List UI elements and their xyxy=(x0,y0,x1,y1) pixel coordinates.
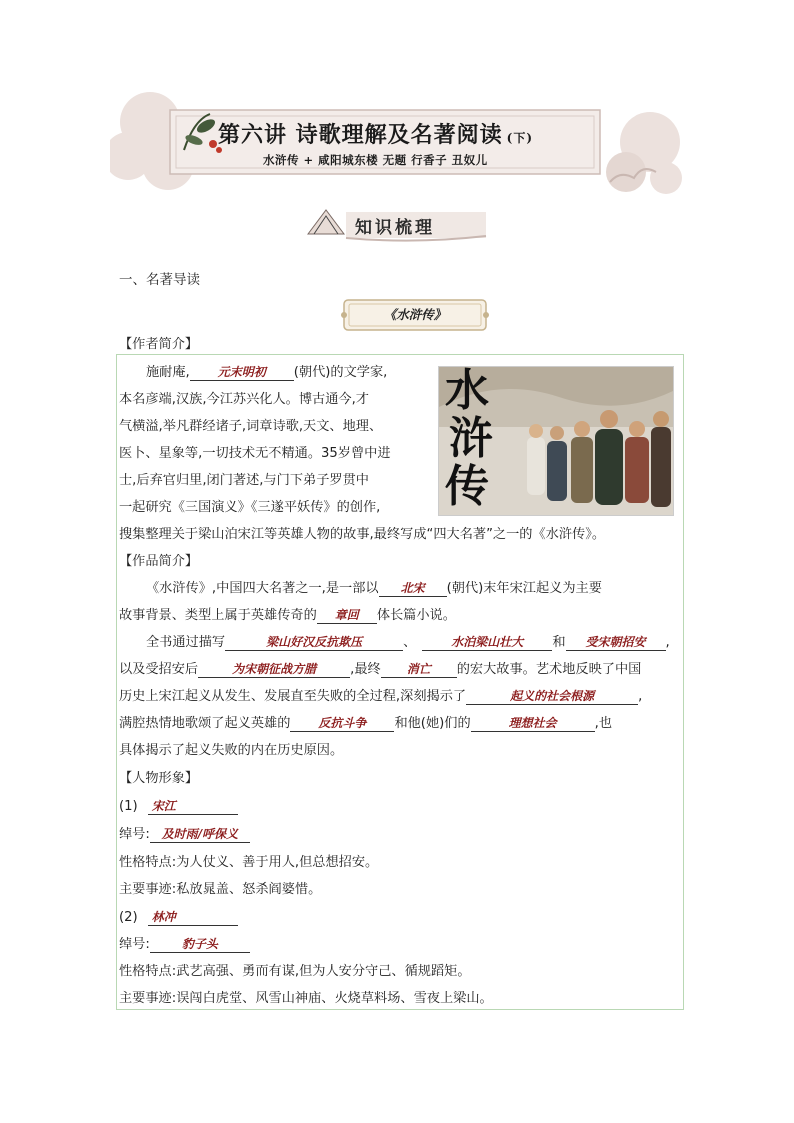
author-text: (朝代)的文学家, xyxy=(293,365,388,380)
author-line-6: 一起研究《三国演义》《三遂平妖传》的创作, xyxy=(119,500,381,515)
work-text: 和他(她)们的 xyxy=(394,716,471,731)
answer-blank: 为宋朝征战方腊 xyxy=(198,662,350,678)
author-text: 施耐庵, xyxy=(146,365,190,380)
section-heading: 一、名著导读 xyxy=(119,272,200,288)
author-line-2: 本名彦端,汉族,今江苏兴化人。博古通今,才 xyxy=(119,392,369,407)
page-title-suffix: (下) xyxy=(506,131,534,145)
answer-blank: 反抗斗争 xyxy=(290,716,394,732)
author-line-3: 气横溢,举凡群经诸子,词章诗歌,天文、地理、 xyxy=(119,419,383,434)
work-text: 满腔热情地歌颂了起义英雄的 xyxy=(119,716,291,731)
book-image-char-3: 传 xyxy=(445,461,489,512)
work-text: 和 xyxy=(552,635,566,650)
answer-blank: 受宋朝招安 xyxy=(566,635,666,651)
answer-blank: 元末明初 xyxy=(190,365,294,381)
work-text: 、 xyxy=(403,635,417,650)
page-title xyxy=(218,118,533,149)
book-cover-image xyxy=(438,366,674,516)
work-heading: 【作品简介】 xyxy=(119,554,199,569)
work-text: , xyxy=(665,635,670,650)
character-2-name-line xyxy=(119,909,238,927)
author-heading: 【作者简介】 xyxy=(119,337,199,352)
work-text: 全书通过描写 xyxy=(146,635,226,650)
work-text: , xyxy=(638,689,643,704)
book-title: 《水浒传》 xyxy=(383,307,447,322)
answer-blank: 及时雨/呼保义 xyxy=(150,827,250,843)
work-line-6 xyxy=(119,715,612,733)
work-text: ,最终 xyxy=(350,662,381,677)
answer-blank: 豹子头 xyxy=(150,937,250,953)
author-line-5: 士,后弃官归里,闭门著述,与门下弟子罗贯中 xyxy=(119,473,369,488)
character-1-trait: 性格特点:为人仗义、善于用人,但总想招安。 xyxy=(119,855,379,870)
nickname-label: 绰号: xyxy=(119,937,150,952)
character-number: (1) xyxy=(119,799,138,814)
work-text: 体长篇小说。 xyxy=(376,608,456,623)
answer-blank: 宋江 xyxy=(148,799,238,815)
answer-blank: 起义的社会根源 xyxy=(466,689,638,705)
answer-blank: 梁山好汉反抗欺压 xyxy=(225,635,403,651)
characters-heading: 【人物形象】 xyxy=(119,771,199,786)
work-line-5 xyxy=(119,688,642,706)
answer-blank: 消亡 xyxy=(381,662,457,678)
character-2-nickname-line xyxy=(119,936,250,954)
character-2-trait: 性格特点:武艺高强、勇而有谋,但为人安分守己、循规蹈矩。 xyxy=(119,964,471,979)
book-image-char-2: 浒 xyxy=(449,413,493,464)
work-text: 以及受招安后 xyxy=(119,662,199,677)
character-2-deeds: 主要事迹:误闯白虎堂、风雪山神庙、火烧草料场、雪夜上梁山。 xyxy=(119,991,493,1006)
answer-blank: 水泊梁山壮大 xyxy=(422,635,552,651)
character-1-nickname-line xyxy=(119,826,250,844)
work-line-4 xyxy=(119,661,641,679)
answer-blank: 理想社会 xyxy=(471,716,595,732)
answer-blank: 章回 xyxy=(317,608,377,624)
work-text: 《水浒传》,中国四大名著之一,是一部以 xyxy=(146,581,379,596)
section-tag-text: 知识梳理 xyxy=(355,218,435,238)
author-line-4: 医卜、星象等,一切技术无不精通。35岁曾中进 xyxy=(119,446,391,461)
work-line-2 xyxy=(119,607,456,625)
character-number: (2) xyxy=(119,910,138,925)
author-line-1 xyxy=(146,364,387,382)
character-1-deeds: 主要事迹:私放晁盖、怒杀阎婆惜。 xyxy=(119,882,322,897)
page-subtitle: 水浒传 + 咸阳城东楼 无题 行香子 丑奴儿 xyxy=(263,153,488,167)
character-1-name-line xyxy=(119,798,238,816)
work-text: ,也 xyxy=(594,716,613,731)
answer-blank: 林冲 xyxy=(148,910,238,926)
nickname-label: 绰号: xyxy=(119,827,150,842)
work-text: 历史上宋江起义从发生、发展直至失败的全过程,深刻揭示了 xyxy=(119,689,467,704)
work-line-7: 具体揭示了起义失败的内在历史原因。 xyxy=(119,743,344,758)
work-text: 的宏大故事。艺术地反映了中国 xyxy=(456,662,642,677)
work-text: (朝代)末年宋江起义为主要 xyxy=(446,581,602,596)
book-image-char-1: 水 xyxy=(445,365,489,416)
work-line-1 xyxy=(146,580,602,598)
author-line-7: 搜集整理关于梁山泊宋江等英雄人物的故事,最终写成“四大名著”之一的《水浒传》。 xyxy=(119,527,606,542)
answer-blank: 北宋 xyxy=(379,581,447,597)
work-line-3 xyxy=(146,634,670,652)
page-title-text: 第六讲 诗歌理解及名著阅读 xyxy=(218,122,503,148)
work-text: 故事背景、类型上属于英雄传奇的 xyxy=(119,608,317,623)
